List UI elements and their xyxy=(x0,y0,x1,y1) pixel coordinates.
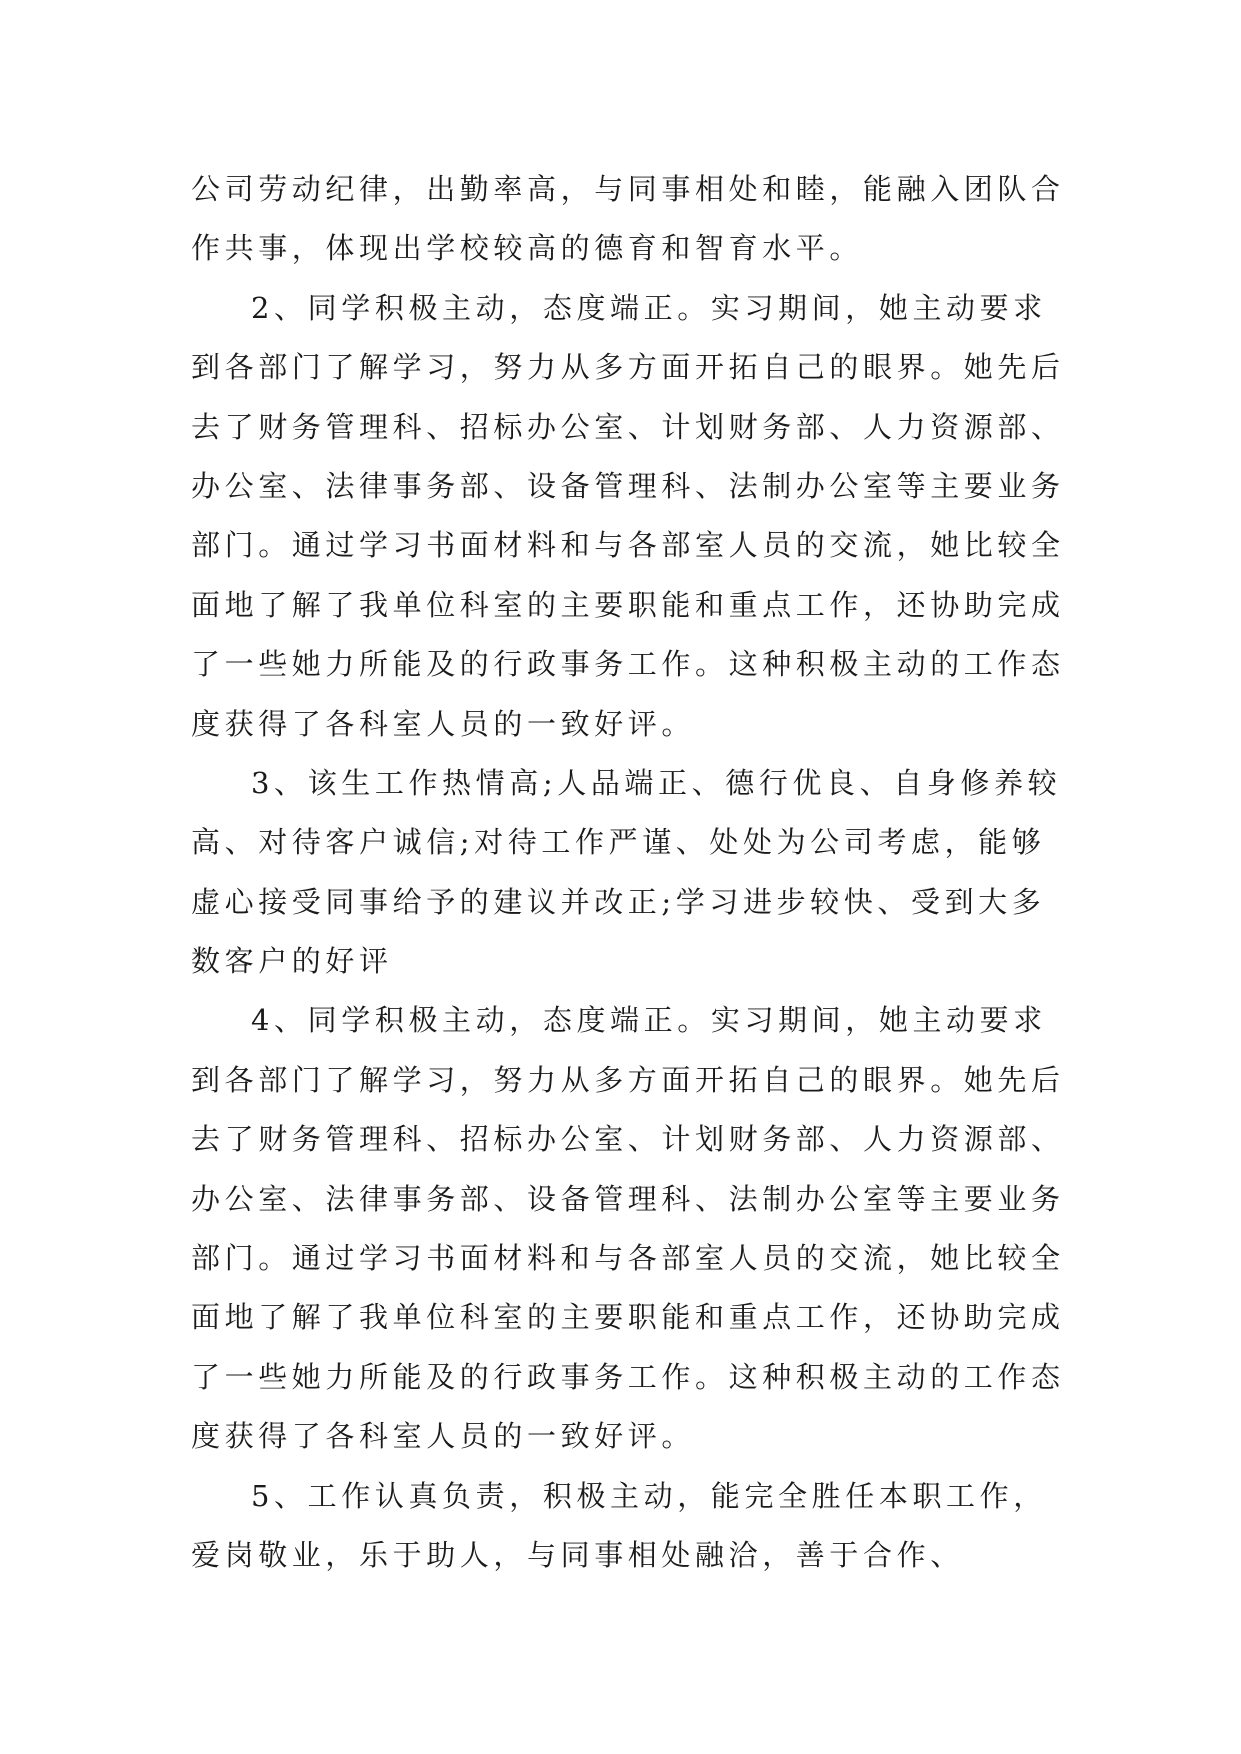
text-line: 了一些她力所能及的行政事务工作。这种积极主动的工作态 xyxy=(191,1359,1065,1394)
text-line: 办公室、法律事务部、设备管理科、法制办公室等主要业务 xyxy=(191,468,1065,503)
text-line: 去了财务管理科、招标办公室、计划财务部、人力资源部、 xyxy=(191,1122,1065,1157)
text-line: 办公室、法律事务部、设备管理科、法制办公室等主要业务 xyxy=(191,1181,1065,1216)
text-line: 到各部门了解学习，努力从多方面开拓自己的眼界。她先后 xyxy=(191,350,1065,385)
text-line: 爱岗敬业，乐于助人，与同事相处融洽，善于合作、 xyxy=(191,1537,964,1572)
paragraph-2 xyxy=(191,279,1071,754)
text-line: 作共事，体现出学校较高的德育和智育水平。 xyxy=(191,231,864,266)
text-line: 面地了解了我单位科室的主要职能和重点工作，还协助完成 xyxy=(191,587,1065,622)
text-line: 度获得了各科室人员的一致好评。 xyxy=(191,1419,696,1454)
document-body xyxy=(191,160,1071,1585)
text-line: 数客户的好评 xyxy=(191,944,393,979)
text-line: 部门。通过学习书面材料和与各部室人员的交流，她比较全 xyxy=(191,528,1065,563)
paragraph-1-continued xyxy=(191,160,1071,279)
text-line: 高、对待客户诚信;对待工作严谨、处处为公司考虑，能够 xyxy=(191,825,1046,860)
paragraph-3 xyxy=(191,754,1071,992)
text-line: 公司劳动纪律，出勤率高，与同事相处和睦，能融入团队合 xyxy=(191,172,1065,206)
text-line: 去了财务管理科、招标办公室、计划财务部、人力资源部、 xyxy=(191,409,1065,444)
text-line: 3、该生工作热情高;人品端正、德行优良、自身修养较 xyxy=(251,765,1062,800)
text-line: 到各部门了解学习，努力从多方面开拓自己的眼界。她先后 xyxy=(191,1062,1065,1097)
text-line: 部门。通过学习书面材料和与各部室人员的交流，她比较全 xyxy=(191,1241,1065,1276)
paragraph-5 xyxy=(191,1467,1071,1586)
text-line: 度获得了各科室人员的一致好评。 xyxy=(191,706,696,741)
text-line: 了一些她力所能及的行政事务工作。这种积极主动的工作态 xyxy=(191,647,1065,682)
paragraph-4 xyxy=(191,991,1071,1466)
text-line: 虚心接受同事给予的建议并改正;学习进步较快、受到大多 xyxy=(191,884,1046,919)
text-line: 2、同学积极主动，态度端正。实习期间，她主动要求 xyxy=(251,290,1047,325)
text-line: 面地了解了我单位科室的主要职能和重点工作，还协助完成 xyxy=(191,1300,1065,1335)
text-line: 4、同学积极主动，态度端正。实习期间，她主动要求 xyxy=(251,1003,1047,1038)
text-line: 5、工作认真负责，积极主动，能完全胜任本职工作， xyxy=(251,1478,1047,1513)
